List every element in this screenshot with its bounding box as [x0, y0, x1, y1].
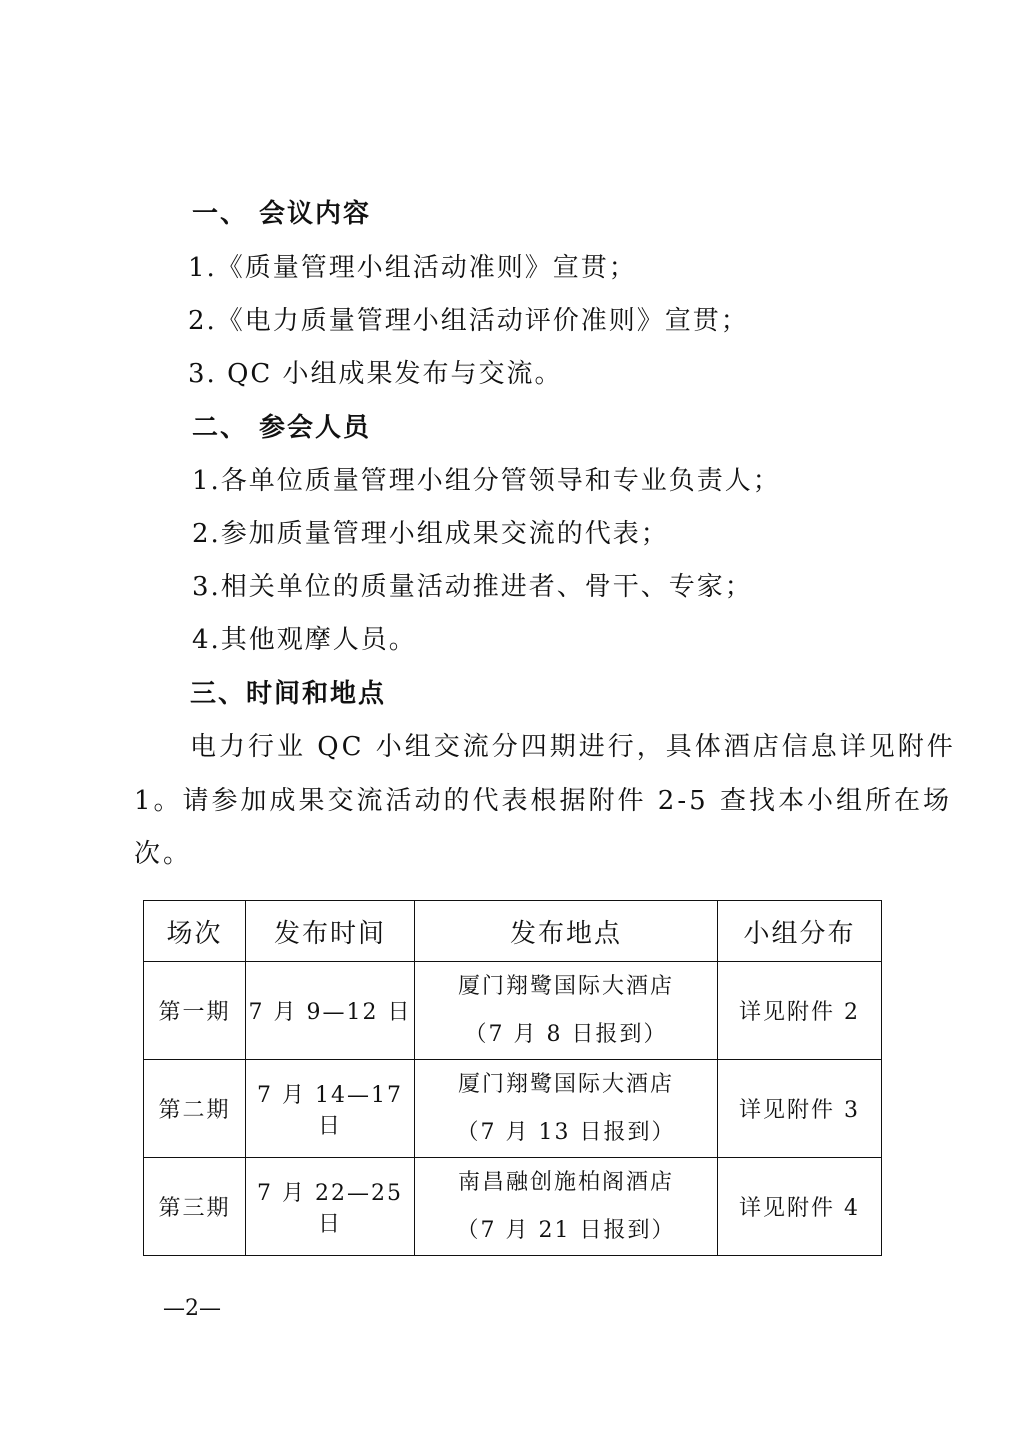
cell-session: 第二期 — [144, 1060, 246, 1158]
cell-time: 7 月 22—25 日 — [246, 1158, 415, 1256]
venue-checkin-note: （7 月 21 日报到） — [456, 1217, 676, 1243]
attendee-item-3: 3.相关单位的质量活动推进者、骨干、专家； — [192, 572, 753, 602]
page-number: —2— — [163, 1296, 221, 1321]
header-session: 场次 — [144, 901, 246, 962]
venue-name: 南昌融创施柏阁酒店 — [457, 1169, 674, 1195]
header-groups: 小组分布 — [718, 901, 882, 962]
paragraph-line-3: 次。 — [134, 839, 193, 869]
cell-venue — [415, 1158, 718, 1256]
cell-groups: 详见附件 3 — [718, 1060, 882, 1158]
section-title-meeting: 一、 会议内容 — [192, 199, 372, 229]
table-header-row — [144, 901, 882, 962]
meeting-item-3: 3. QC 小组成果发布与交流。 — [188, 359, 563, 389]
section-title-time-place: 三、时间和地点 — [190, 679, 387, 709]
venue-checkin-note: （7 月 8 日报到） — [464, 1021, 668, 1047]
cell-time: 7 月 9—12 日 — [246, 962, 415, 1060]
venue-name: 厦门翔鹭国际大酒店 — [457, 973, 674, 999]
header-time: 发布时间 — [246, 901, 415, 962]
table-row — [144, 1158, 882, 1256]
venue-name: 厦门翔鹭国际大酒店 — [457, 1071, 674, 1097]
cell-session: 第三期 — [144, 1158, 246, 1256]
attendee-item-2: 2.参加质量管理小组成果交流的代表； — [192, 519, 669, 549]
table-row — [144, 1060, 882, 1158]
cell-venue — [415, 1060, 718, 1158]
schedule-table — [143, 900, 882, 1256]
venue-checkin-note: （7 月 13 日报到） — [456, 1119, 676, 1145]
table-row — [144, 962, 882, 1060]
cell-session: 第一期 — [144, 962, 246, 1060]
attendee-item-4: 4.其他观摩人员。 — [192, 625, 417, 655]
meeting-item-2: 2.《电力质量管理小组活动评价准则》宣贯； — [188, 306, 749, 336]
cell-time: 7 月 14—17 日 — [246, 1060, 415, 1158]
cell-groups: 详见附件 2 — [718, 962, 882, 1060]
cell-venue — [415, 962, 718, 1060]
section-title-attendees: 二、 参会人员 — [192, 413, 372, 443]
paragraph-line-1: 电力行业 QC 小组交流分四期进行，具体酒店信息详见附件 — [190, 732, 956, 762]
header-venue: 发布地点 — [415, 901, 718, 962]
cell-groups: 详见附件 4 — [718, 1158, 882, 1256]
meeting-item-1: 1.《质量管理小组活动准则》宣贯； — [188, 253, 637, 283]
attendee-item-1: 1.各单位质量管理小组分管领导和专业负责人； — [192, 466, 781, 496]
paragraph-line-2: 1。请参加成果交流活动的代表根据附件 2-5 查找本小组所在场 — [134, 786, 952, 816]
